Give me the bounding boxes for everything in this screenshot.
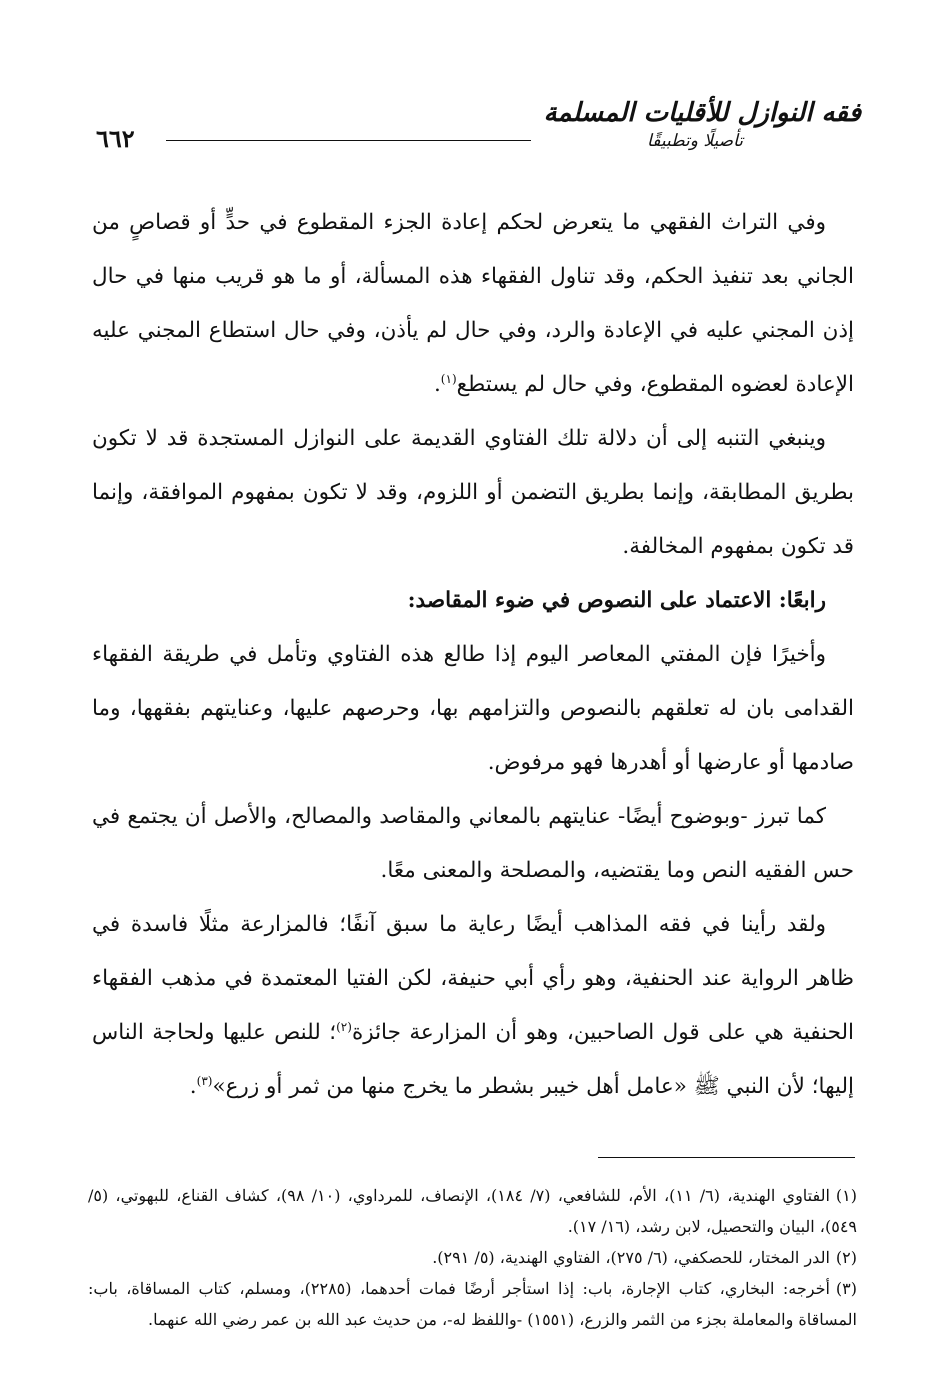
book-title-block [543, 96, 861, 152]
footnote-number: (٣) [835, 1279, 857, 1298]
section-heading: رابعًا: الاعتماد على النصوص في ضوء المقاصد: [407, 588, 826, 613]
footnote [88, 1180, 857, 1242]
paragraph: وأخيرًا فإن المفتي المعاصر اليوم إذا طالع هذه الفتاوي وتأمل في طريقة الفقهاء القدامى بان له تعلقهم بالنصوص والتزامهم بها، وحرصهم عليها، وعنايتهم بفقهها، وما صادمها أو عارضها أو أهدرها فهو مرفوض. [92, 642, 854, 775]
footnote-text: أخرجه: البخاري، كتاب الإجارة، باب: إذا استأجر أرضًا فمات أحدهما، (٢٢٨٥)، ومسلم، كتاب المساقاة، باب: المساقاة والمعاملة بجزء من الثمر والزرع، (١٥٥١) -واللفظ له-، من حديث عبد الله بن عمر رضي الله عنهما. [88, 1279, 857, 1329]
page-number: ٦٦٢ [96, 124, 135, 153]
footnote-text: الفتاوي الهندية، (٦/ ١١)، الأم، للشافعي، (٧/ ١٨٤)، الإنصاف، للمرداوي، (١٠/ ٩٨)، كشاف القناع، للبهوتي، (٥/ ٥٤٩)، البيان والتحصيل، لابن رشد، (١٦/ ١٧). [88, 1186, 857, 1236]
book-subtitle: تأصيلًا وتطبيقًا [647, 131, 743, 151]
footnote-number: (١) [835, 1186, 858, 1205]
paragraph: وفي التراث الفقهي ما يتعرض لحكم إعادة الجزء المقطوع في حدٍّ أو قصاصٍ من الجاني بعد تنفيذ الحكم، وقد تناول الفقهاء هذه المسألة، أو ما هو قريب منها في حال إذن المجني عليه في الإعادة والرد، وفي حال لم يأذن، وفي حال استطاع المجني عليه الإعادة لعضوه المقطوع، وفي حال لم يستطع$^{(١)}$. [92, 210, 854, 397]
footnote-number: (٢) [835, 1248, 857, 1267]
footnote [88, 1273, 857, 1335]
footnote-text: الدر المختار، للحصكفي، (٦/ ٢٧٥)، الفتاوي الهندية، (٥/ ٢٩١). [432, 1248, 830, 1267]
paragraph: كما تبرز -وبوضوح أيضًا- عنايتهم بالمعاني والمقاصد والمصالح، والأصل أن يجتمع في حس الفقيه النص وما يقتضيه، والمصلحة والمعنى معًا. [92, 804, 854, 883]
paragraph: وينبغي التنبه إلى أن دلالة تلك الفتاوي القديمة على النوازل المستجدة قد لا تكون بطريق المطابقة، وإنما بطريق التضمن أو اللزوم، وقد لا تكون بمفهوم الموافقة، وإنما قد تكون بمفهوم المخالفة. [92, 426, 854, 559]
running-header [96, 96, 861, 176]
header-rule [166, 140, 531, 141]
paragraph: ولقد رأينا في فقه المذاهب أيضًا رعاية ما سبق آنفًا؛ فالمزارعة مثلًا فاسدة في ظاهر الرواية عند الحنفية، وهو رأي أبي حنيفة، لكن الفتيا المعتمدة في مذهب الفقهاء الحنفية هي على قول الصاحبين، وهو أن المزارعة جائزة$^{(٢)}$؛ للنص عليها ولحاجة الناس إليها؛ لأن النبي ﷺ «عامل أهل خيبر بشطر ما يخرج منها من ثمر أو زرع»$^{(٣)}$. [92, 912, 854, 1099]
footnote-marker: (٢) [336, 1019, 352, 1034]
book-title: فقه النوازل للأقليات المسلمة [543, 98, 861, 128]
footnote-separator [598, 1157, 855, 1158]
body-text [92, 196, 854, 1114]
footnote-marker: (٣) [196, 1073, 213, 1088]
footnote-marker: (١) [440, 371, 457, 386]
footnotes [88, 1180, 857, 1335]
footnote [88, 1242, 857, 1273]
